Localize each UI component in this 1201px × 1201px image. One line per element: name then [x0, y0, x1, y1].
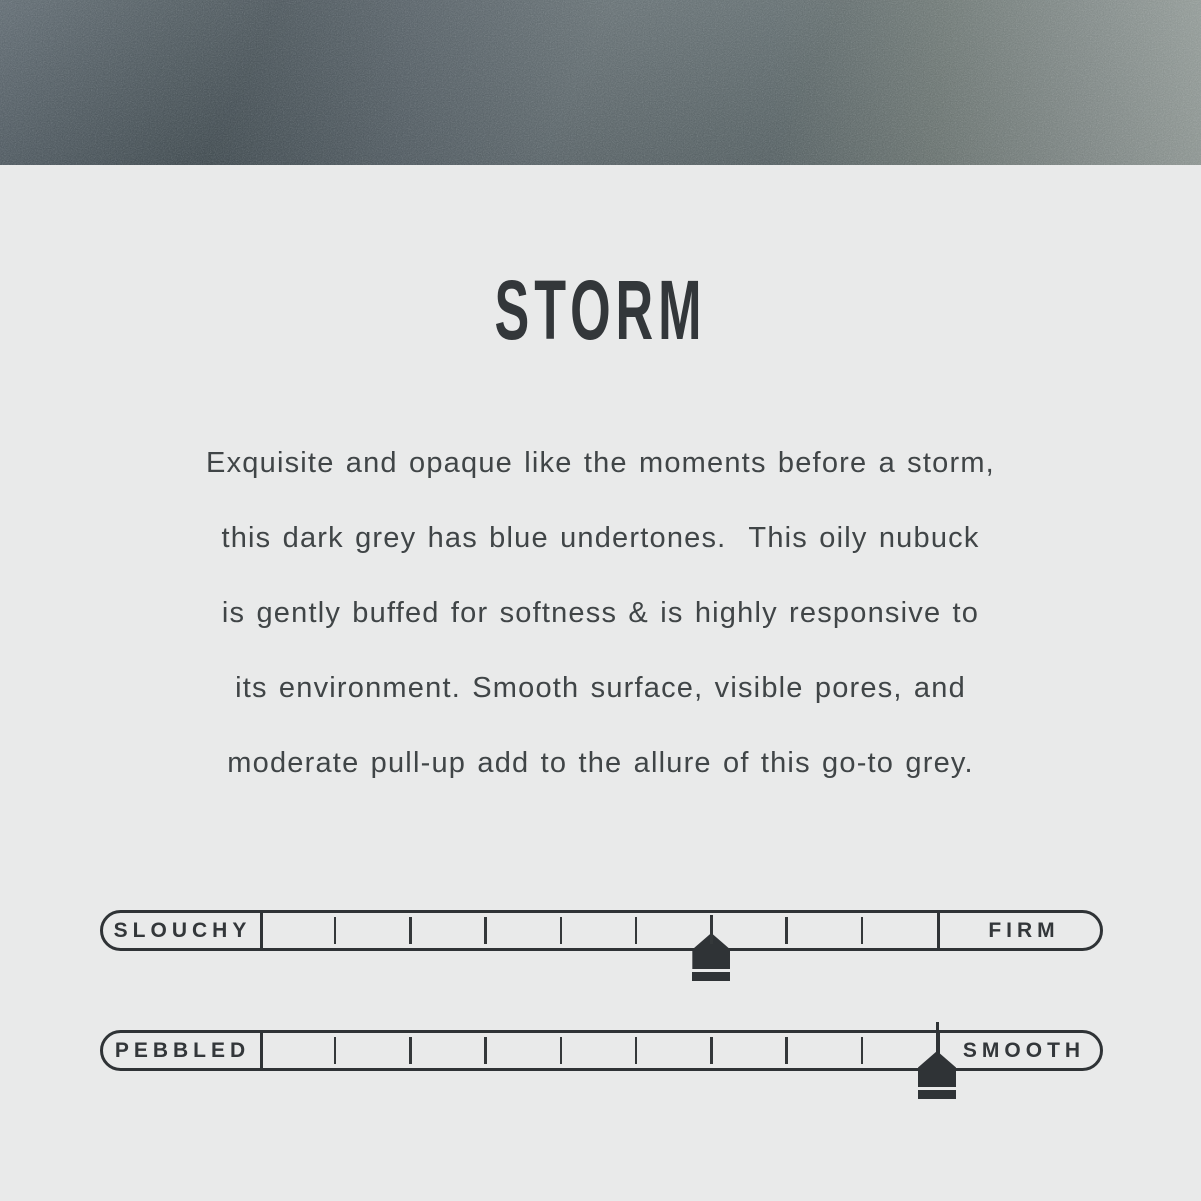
description-line: Exquisite and opaque like the moments before a storm, [206, 447, 995, 479]
scale-tick [409, 917, 412, 944]
firmness-scale [100, 910, 1103, 1010]
scale-tick [785, 1037, 788, 1064]
texture-right-label: SMOOTH [962, 1038, 1086, 1062]
scale-tick [635, 917, 638, 944]
scale-tick [710, 917, 713, 944]
page-title: STORM [494, 263, 707, 357]
firmness-marker-base [692, 972, 730, 981]
firmness-left-divider [260, 910, 263, 951]
texture-marker-base [918, 1090, 956, 1099]
firmness-right-label: FIRM [988, 918, 1060, 942]
leather-swatch-image [0, 0, 1201, 165]
scale-tick [560, 917, 563, 944]
scale-tick [409, 1037, 412, 1064]
firmness-left-label: SLOUCHY [113, 918, 252, 942]
scale-tick [861, 1037, 864, 1064]
scale-tick [635, 1037, 638, 1064]
scale-tick [560, 1037, 563, 1064]
texture-marker-head [918, 1051, 956, 1087]
texture-marker [918, 1030, 956, 1130]
description-line: moderate pull-up add to the allure of this go-to grey. [227, 747, 974, 779]
scale-tick [710, 1037, 713, 1064]
description-line: is gently buffed for softness & is highly responsive to [221, 597, 980, 629]
texture-scale [100, 1030, 1103, 1130]
description-line: its environment. Smooth surface, visible pores, and [235, 672, 966, 704]
scale-tick [785, 917, 788, 944]
texture-left-divider [260, 1030, 263, 1071]
scale-tick [484, 917, 487, 944]
scale-tick [861, 917, 864, 944]
texture-marker-stem [936, 1022, 939, 1052]
texture-left-label: PEBBLED [114, 1038, 251, 1062]
leather-grain-texture [0, 0, 1201, 165]
scale-tick [334, 917, 337, 944]
description-line: this dark grey has blue undertones. This oily nubuck [221, 522, 980, 554]
scale-tick [484, 1037, 487, 1064]
scale-tick [334, 1037, 337, 1064]
leather-description [0, 426, 1201, 801]
